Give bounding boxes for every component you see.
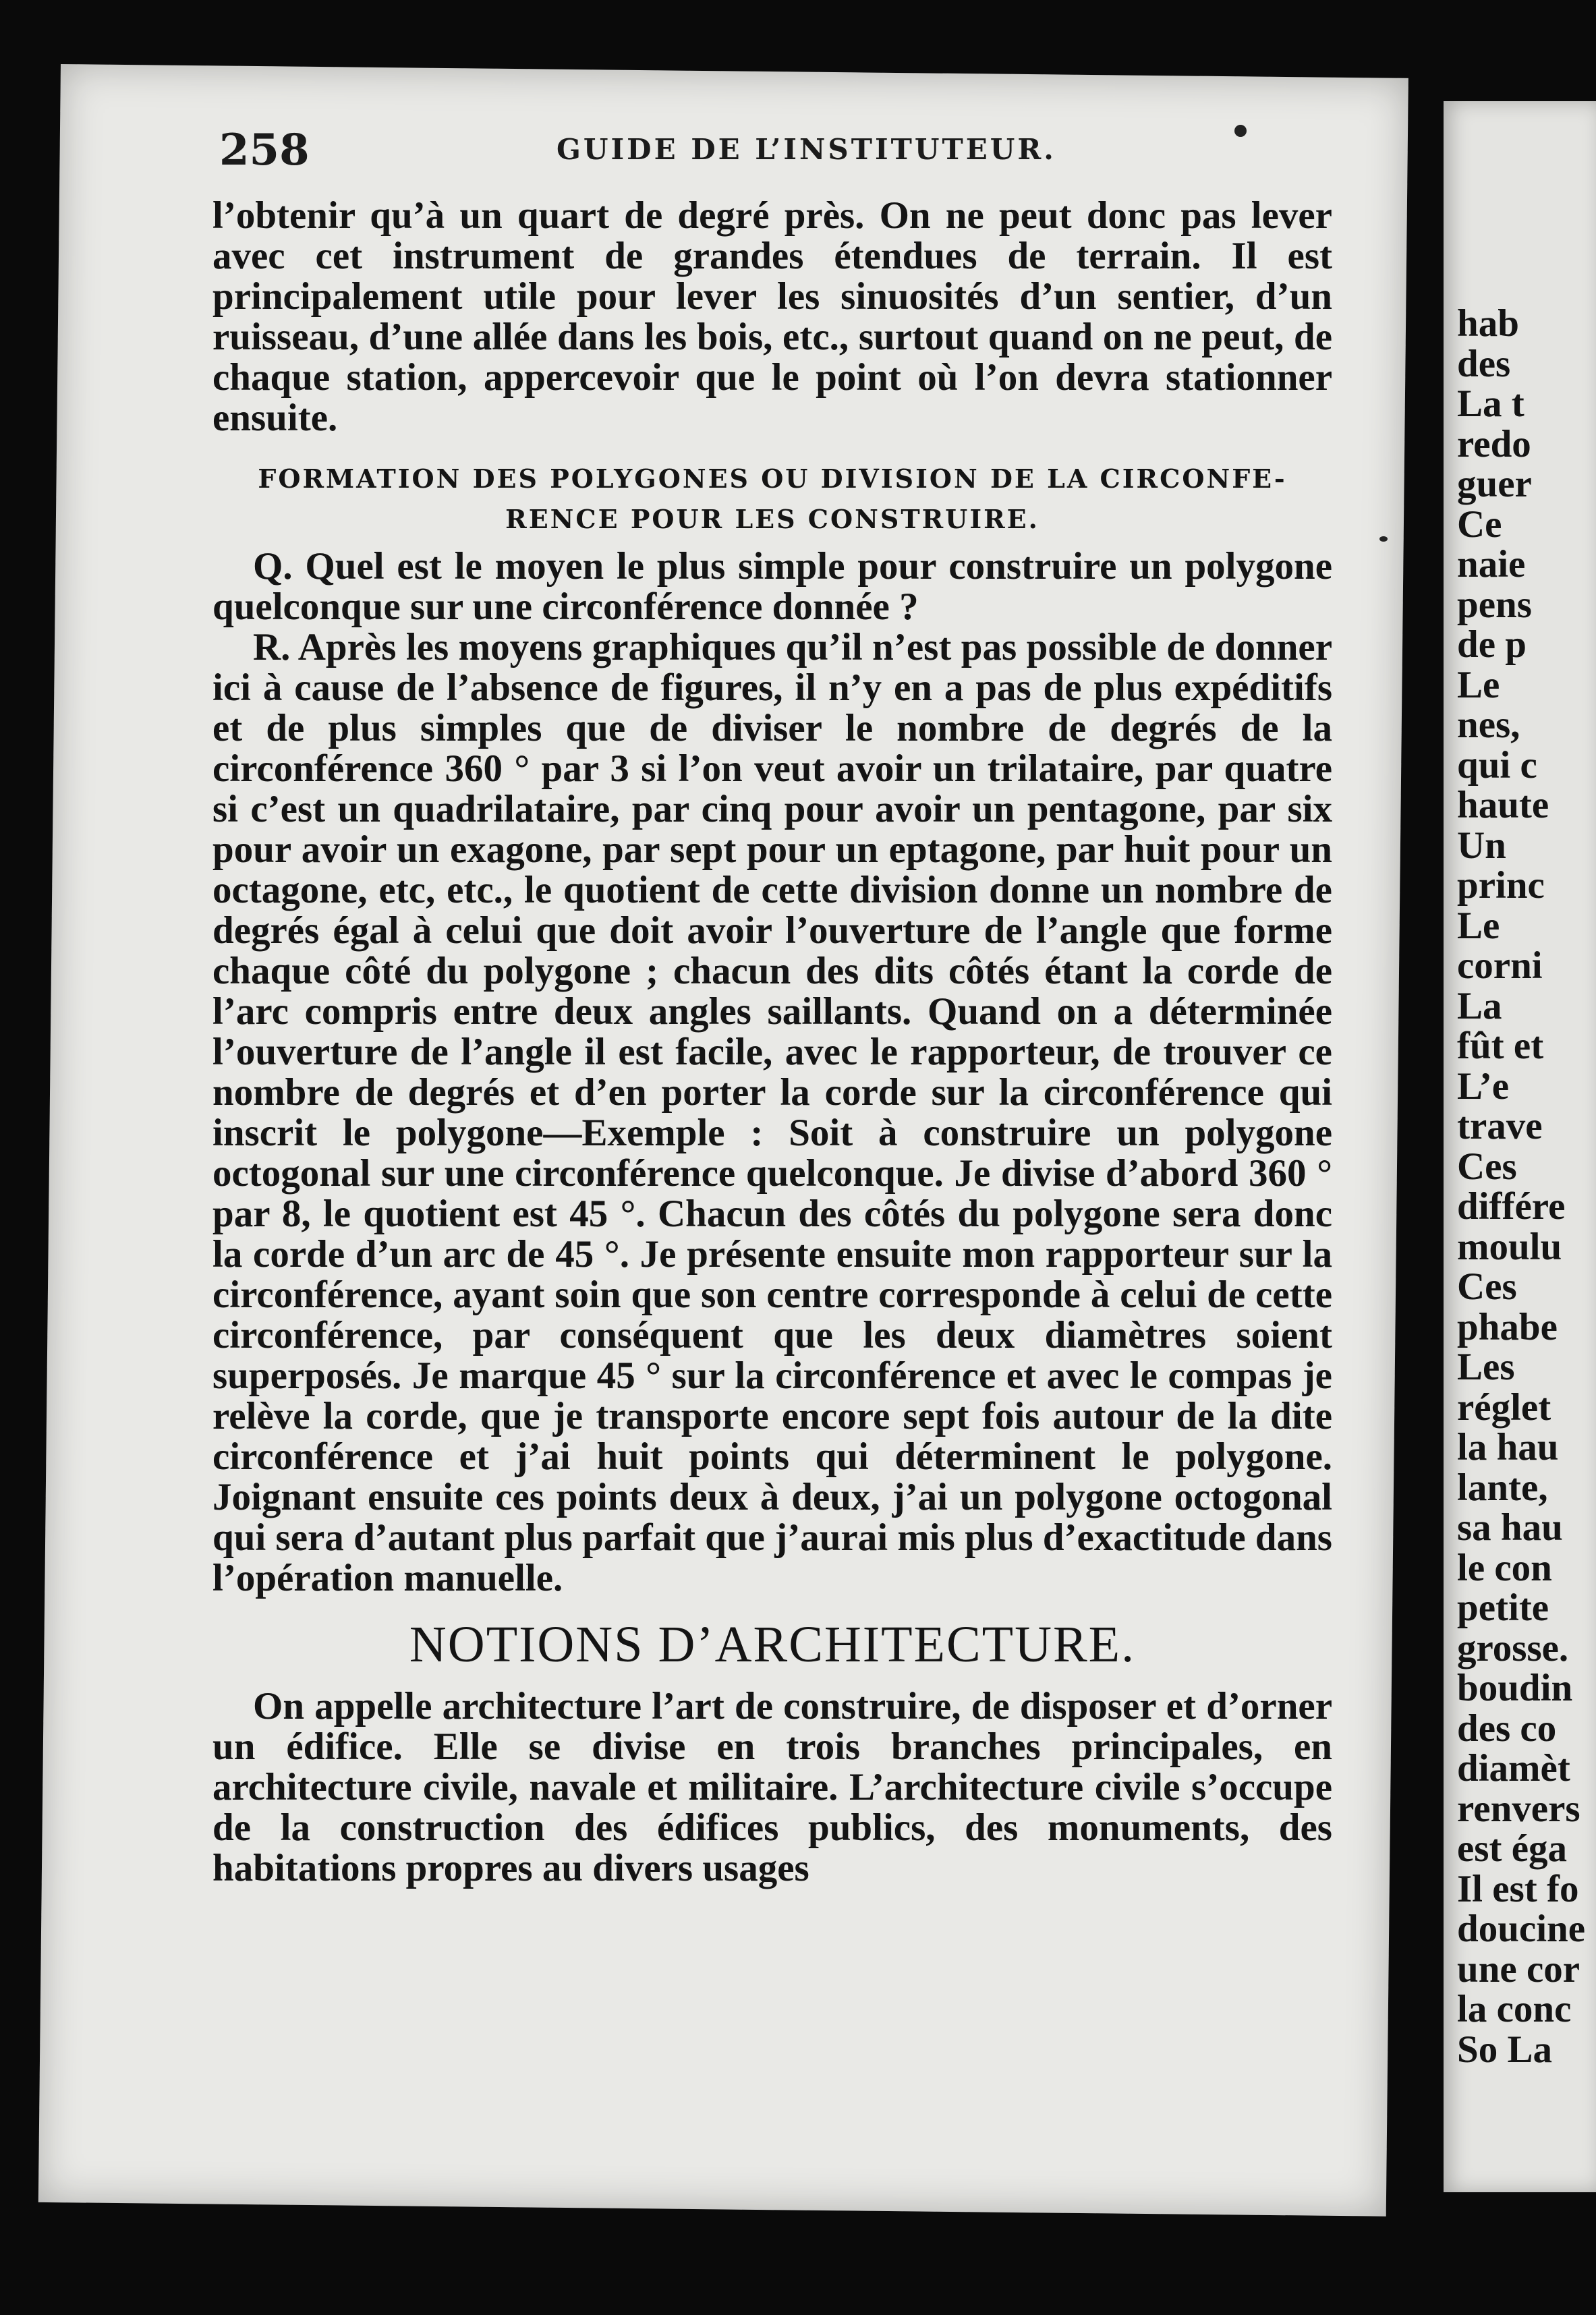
page-number: 258 — [219, 125, 310, 175]
right-page-line: redo — [1457, 422, 1531, 465]
right-page-line: L’e — [1457, 1064, 1510, 1108]
right-page-line: qui c — [1457, 743, 1537, 787]
right-page-line: guer — [1457, 463, 1532, 505]
right-page-line: Les — [1457, 1346, 1515, 1388]
right-page-line: La t — [1457, 382, 1524, 425]
right-page-line: le con — [1457, 1546, 1552, 1589]
right-page-line: réglet — [1457, 1385, 1551, 1429]
ink-speck — [1234, 125, 1247, 137]
right-page-line: diamèt — [1457, 1747, 1570, 1790]
right-page-line: doucine — [1457, 1908, 1586, 1950]
section-heading-line-2: RENCE POUR LES CONSTRUIRE. — [505, 504, 1039, 534]
right-page-line: corni — [1457, 944, 1543, 987]
right-page-line: La — [1457, 984, 1502, 1027]
right-page-line: petite — [1457, 1587, 1549, 1629]
chapter-title: NOTIONS D’ARCHITECTURE. — [409, 1616, 1136, 1673]
right-page-line: grosse. — [1457, 1626, 1569, 1669]
right-page-line: Le — [1457, 663, 1500, 706]
running-head — [219, 125, 1299, 179]
right-page-line: pens — [1457, 583, 1532, 626]
right-page-text — [1457, 304, 1585, 2069]
right-page-line: des — [1457, 342, 1511, 385]
right-page-line: lante, — [1457, 1466, 1548, 1509]
right-page-line: So La — [1457, 2028, 1552, 2071]
running-title: GUIDE DE L’INSTITUTEUR. — [557, 133, 1056, 166]
page-body — [212, 196, 1332, 1889]
right-page-line: de p — [1457, 623, 1527, 666]
right-page-line: phabe — [1457, 1305, 1558, 1348]
right-page-line: est éga — [1457, 1827, 1568, 1870]
right-page-line: des co — [1457, 1707, 1557, 1750]
paragraph-opening: l’obtenir qu’à un quart de degré près. On ne peut donc pas lever avec cet instrument de grandes étendues de terrain. Il est principalement utile pour lever les sinuosités d’un sentier, d’un ruisseau, d’une allée dans les bois, etc., surtout quand on ne peut, de chaque station, appercevoir que le point où l’on devra stationner ensuite. — [212, 194, 1332, 439]
right-page-line: renvers — [1457, 1787, 1580, 1830]
right-page-line: Il est fo — [1457, 1867, 1579, 1910]
right-page-line: princ — [1457, 864, 1545, 907]
right-page-line: moulu — [1457, 1225, 1562, 1268]
right-page-line: fût et — [1457, 1025, 1544, 1067]
right-page-line: nes, — [1457, 704, 1520, 746]
paragraph-architecture: On appelle architecture l’art de construire, de disposer et d’orner un édifice. Elle se divise en trois branches principales, en architecture civile, navale et militaire. L’architecture civile s’occupe de la construction des édifices publics, des monuments, des habitations propres au divers usages — [212, 1685, 1332, 1889]
right-page-line: Un — [1457, 824, 1506, 867]
section-heading-line-1: FORMATION DES POLYGONES OU DIVISION DE LA CIRCONFE- — [258, 463, 1287, 494]
right-page-line: une cor — [1457, 1947, 1580, 1991]
ink-speck — [1379, 536, 1388, 542]
right-page-line: Ces — [1457, 1145, 1517, 1188]
right-page-line: Ce — [1457, 503, 1502, 546]
right-page-line: la conc — [1457, 1988, 1572, 2030]
right-page-line: différe — [1457, 1185, 1566, 1228]
right-page — [1444, 101, 1596, 2192]
right-page-line: boudin — [1457, 1667, 1573, 1709]
paragraph-answer: R. Après les moyens graphiques qu’il n’est pas possible de donner ici à cause de l’absence de figures, il n’y en a pas de plus expéditifs et de plus simples que de diviser le nombre de degrés de la circonférence 360 ° par 3 si l’on veut avoir un trilataire, par quatre si c’est un quadrilataire, par cinq pour avoir un pentagone, par six pour avoir un exagone, par sept pour un eptagone, par huit pour un octagone, etc, etc., le quotient de cette division donne un nombre de degrés égal à celui que doit avoir l’ouverture de l’angle que forme chaque côté du polygone ; chacun des dits côtés étant la corde de l’arc compris entre deux angles saillants. Quand on a déterminée l’ouverture de l’angle il est facile, avec le rapporteur, de trouver ce nombre de degrés et d’en porter la corde sur la circonférence qui inscrit le polygone—Exemple : Soit à construire un polygone octogonal sur une circonférence quelconque. Je divise d’abord 360 ° par 8, le quotient est 45 °. Chacun des côtés du polygone sera donc la corde d’un arc de 45 °. Je présente ensuite mon rapporteur sur la circonférence, ayant soin que son centre corresponde à celui de cette circonférence, par conséquent que les deux diamètres soient superposés. Je marque 45 ° sur la circonférence et avec le compas je relève la corde, que je transporte encore sept fois autour de la dite circonférence et j’ai huit points qui déterminent le polygone. Joignant ensuite ces points deux à deux, j’ai un polygone octogonal qui sera d’autant plus parfait que j’aurai mis plus d’exactitude dans l’opération manuelle. — [212, 626, 1332, 1599]
right-page-line: trave — [1457, 1105, 1543, 1147]
paragraph-question: Q. Quel est le moyen le plus simple pour construire un polygone quelconque sur une circonférence donnée ? — [212, 545, 1332, 628]
right-page-line: Ces — [1457, 1265, 1517, 1308]
right-page-line: hab — [1457, 302, 1519, 345]
section-heading — [212, 459, 1332, 540]
right-page-line: Le — [1457, 904, 1500, 947]
right-page-line: sa hau — [1457, 1506, 1563, 1549]
right-page-line: naie — [1457, 543, 1526, 585]
right-page-line: la hau — [1457, 1426, 1559, 1468]
right-page-line: haute — [1457, 784, 1549, 826]
